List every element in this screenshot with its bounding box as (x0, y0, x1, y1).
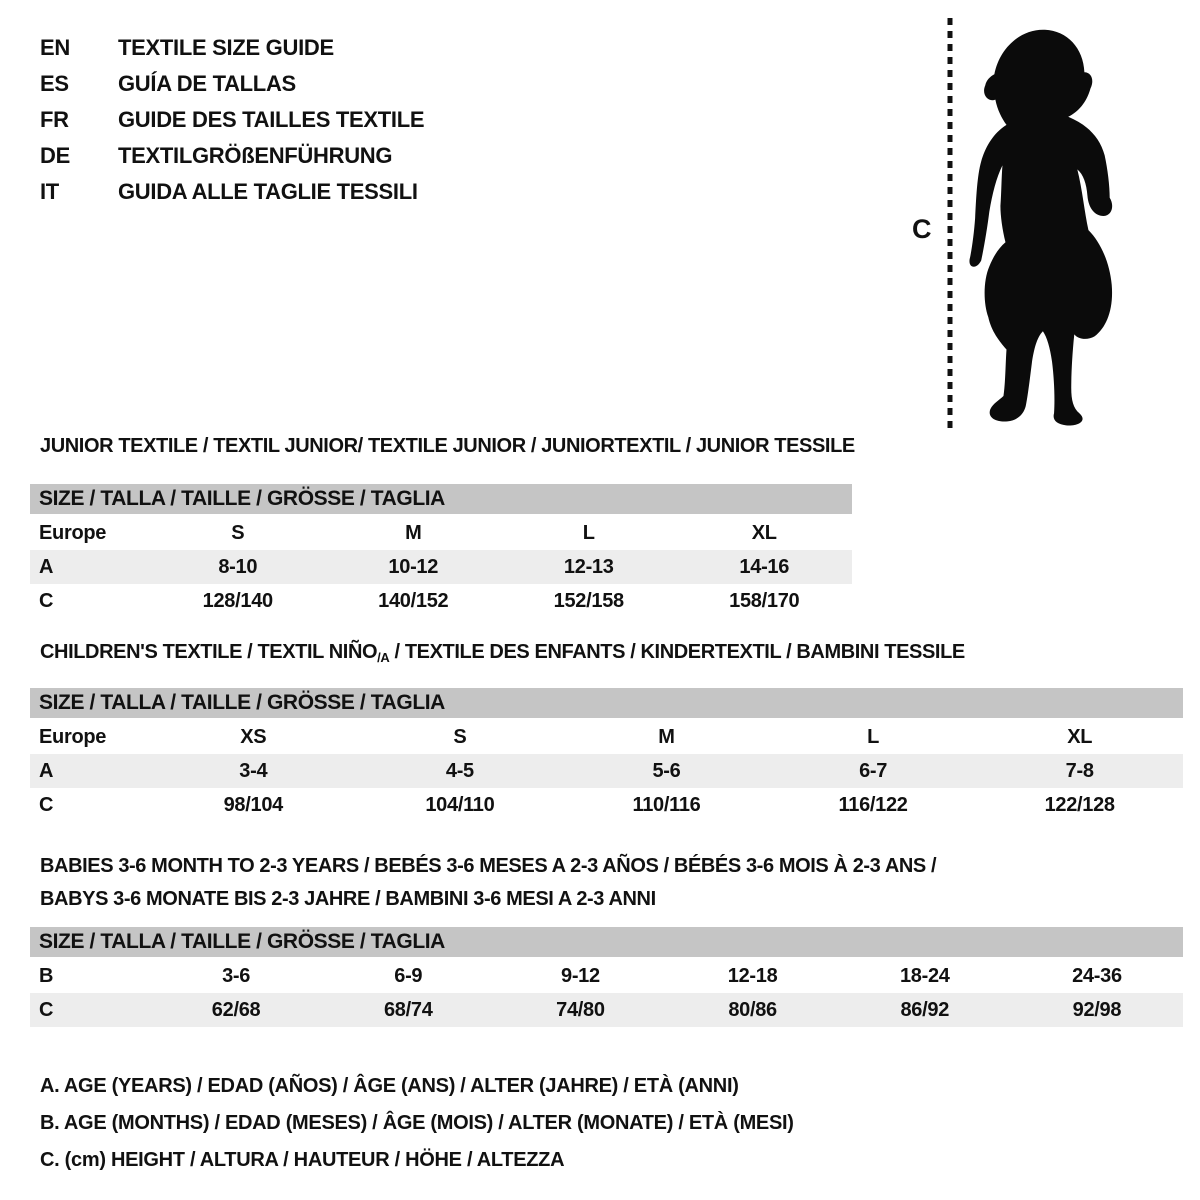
cell: S (231, 521, 245, 544)
cell: 5-6 (652, 759, 681, 782)
table-row (30, 516, 852, 550)
cell: 7-8 (1065, 759, 1094, 782)
table-row (30, 959, 1183, 993)
cell: 14-16 (739, 555, 790, 578)
junior-size-header: SIZE / TALLA / TAILLE / GRÖSSE / TAGLIA (30, 484, 852, 514)
children-title-subscript: /A (377, 650, 390, 665)
guide-title-fr: GUIDE DES TAILLES TEXTILE (118, 107, 425, 132)
cell: 110/116 (632, 793, 701, 816)
table-row (30, 788, 1183, 822)
lang-code: IT (40, 179, 59, 204)
cell: 4-5 (445, 759, 474, 782)
table-row (30, 720, 1183, 754)
cell: 6-7 (859, 759, 888, 782)
cell: 74/80 (556, 998, 605, 1021)
cell: M (658, 725, 675, 748)
legend-line-b: B. AGE (MONTHS) / EDAD (MESES) / ÂGE (MOIS) / ALTER (MONATE) / ETÀ (MESI) (40, 1112, 794, 1134)
cell: XS (240, 725, 267, 748)
cell: 10-12 (388, 555, 439, 578)
cell: 3-4 (239, 759, 268, 782)
guide-title-es: GUÍA DE TALLAS (118, 71, 296, 96)
guide-title-it: GUIDA ALLE TAGLIE TESSILI (118, 179, 418, 204)
babies-section-title-line2: BABYS 3-6 MONATE BIS 2-3 JAHRE / BAMBINI 3-6 MESI A 2-3 ANNI (40, 888, 656, 910)
cell: L (582, 521, 595, 544)
children-size-header: SIZE / TALLA / TAILLE / GRÖSSE / TAGLIA (30, 688, 1183, 718)
toddler-silhouette-icon (964, 14, 1136, 426)
cell: 86/92 (900, 998, 950, 1021)
table-row (30, 754, 1183, 788)
row-label: C (39, 589, 54, 612)
cell: 80/86 (728, 998, 777, 1021)
children-title-suffix: / TEXTILE DES ENFANTS / KINDERTEXTIL / BAMBINI TESSILE (389, 641, 965, 663)
row-label: B (39, 964, 54, 987)
height-measure-line-icon (946, 18, 954, 428)
cell: 158/170 (729, 589, 800, 612)
cell: 98/104 (223, 793, 283, 816)
legend-line-c: C. (cm) HEIGHT / ALTURA / HAUTEUR / HÖHE / ALTEZZA (40, 1149, 565, 1171)
cell: 62/68 (211, 998, 261, 1021)
cell: 24-36 (1072, 964, 1122, 987)
cell: 92/98 (1072, 998, 1122, 1021)
babies-size-header: SIZE / TALLA / TAILLE / GRÖSSE / TAGLIA (30, 927, 1183, 957)
cell: 140/152 (378, 589, 449, 612)
row-label: Europe (39, 521, 107, 544)
row-label: C (39, 793, 54, 816)
row-label: Europe (39, 725, 107, 748)
cell: 68/74 (383, 998, 433, 1021)
guide-title-en: TEXTILE SIZE GUIDE (118, 35, 334, 60)
cell: 18-24 (899, 964, 950, 987)
babies-size-table (30, 927, 1183, 1027)
cell: XL (751, 521, 777, 544)
junior-section-title: JUNIOR TEXTILE / TEXTIL JUNIOR/ TEXTILE JUNIOR / JUNIORTEXTIL / JUNIOR TESSILE (40, 435, 855, 457)
cell: L (867, 725, 880, 748)
table-row (30, 550, 852, 584)
lang-row-de (40, 138, 424, 174)
cell: 6-9 (394, 964, 423, 987)
legend-line-a: A. AGE (YEARS) / EDAD (AÑOS) / ÂGE (ANS) / ALTER (JAHRE) / ETÀ (ANNI) (40, 1075, 739, 1097)
children-title-prefix: CHILDREN'S TEXTILE / TEXTIL NIÑO (40, 641, 378, 663)
measure-label-c: C (912, 214, 932, 244)
cell: 128/140 (202, 589, 273, 612)
junior-size-table (30, 484, 852, 618)
row-label: A (39, 759, 54, 782)
lang-code: DE (40, 143, 70, 168)
table-row (30, 993, 1183, 1027)
cell: 152/158 (553, 589, 624, 612)
babies-section-title-line1: BABIES 3-6 MONTH TO 2-3 YEARS / BEBÉS 3-6 MESES A 2-3 AÑOS / BÉBÉS 3-6 MOIS À 2-3 ANS / (40, 855, 937, 877)
language-title-list (40, 30, 424, 210)
lang-code: EN (40, 35, 70, 60)
cell: 116/122 (838, 793, 908, 816)
lang-row-fr (40, 102, 424, 138)
cell: 12-13 (563, 555, 614, 578)
height-figure (900, 0, 1160, 440)
lang-row-es (40, 66, 424, 102)
lang-code: FR (40, 107, 69, 132)
cell: M (405, 521, 422, 544)
cell: 122/128 (1044, 793, 1115, 816)
row-label: A (39, 555, 54, 578)
cell: 104/110 (425, 793, 495, 816)
lang-code: ES (40, 71, 69, 96)
cell: S (453, 725, 467, 748)
cell: 12-18 (727, 964, 778, 987)
lang-row-it (40, 174, 424, 210)
cell: XL (1067, 725, 1093, 748)
children-section-title (40, 641, 965, 665)
guide-title-de: TEXTILGRÖßENFÜHRUNG (118, 143, 393, 168)
cell: 9-12 (561, 964, 600, 987)
lang-row-en (40, 30, 424, 66)
cell: 3-6 (222, 964, 251, 987)
measurement-legend (40, 1068, 794, 1179)
children-size-table (30, 688, 1183, 822)
cell: 8-10 (218, 555, 258, 578)
table-row (30, 584, 852, 618)
row-label: C (39, 998, 54, 1021)
